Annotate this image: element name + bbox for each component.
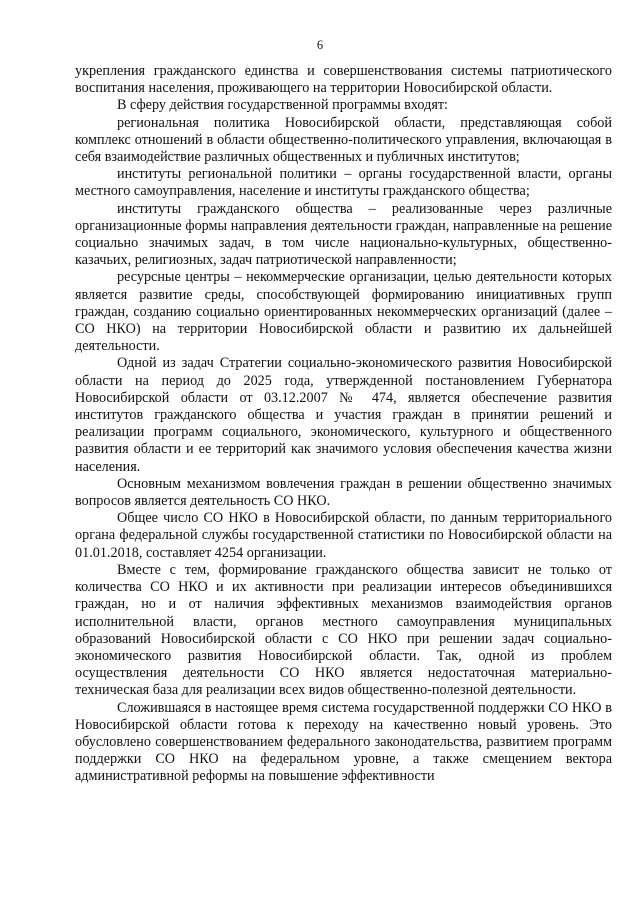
paragraph: институты гражданского общества – реализованные через различные организационные формы направления деятельности граждан, направленные на решение социально значимых задач, в том числе национально-культурных, общественно-казачьих, религиозных, задач патриотической направленности;	[75, 200, 612, 269]
document-body	[75, 63, 612, 786]
paragraph: укрепления гражданского единства и совершенствования системы патриотического воспитания населения, проживающего на территории Новосибирской области.	[75, 63, 612, 97]
paragraph: Одной из задач Стратегии социально-экономического развития Новосибирской области на период до 2025 года, утвержденной постановлением Губернатора Новосибирской области от 03.12.2007 № 474, является обеспечение развития институтов гражданского общества и участия граждан в принятии решений и реализации программ социального, экономического, культурного и общественного развития области и ее территорий как значимого условия обеспечения качества жизни населения.	[75, 355, 612, 475]
paragraph: Основным механизмом вовлечения граждан в решении общественно значимых вопросов является деятельность СО НКО.	[75, 475, 612, 510]
page-number: 6	[316, 38, 324, 52]
paragraph: Общее число СО НКО в Новосибирской области, по данным территориального органа федеральной службы государственной статистики по Новосибирской области на 01.01.2018, составляет 4254 организации.	[75, 510, 612, 561]
paragraph: Вместе с тем, формирование гражданского общества зависит не только от количества СО НКО и их активности при реализации интересов объединившихся граждан, но и от наличия эффективных механизмов взаимодействия органов исполнительной власти, органов местного самоуправления муниципальных образований Новосибирской области с СО НКО при решении задач социально-экономического развития Новосибирской области. Так, одной из проблем осуществления деятельности СО НКО является недостаточная материально-техническая база для реализации всех видов общественно-полезной деятельности.	[75, 561, 612, 699]
paragraph: В сферу действия государственной программы входят:	[117, 97, 448, 114]
paragraph: институты региональной политики – органы государственной власти, органы местного самоуправления, население и институты гражданского общества;	[75, 166, 612, 200]
paragraph: региональная политика Новосибирской области, представляющая собой комплекс отношений в области общественно-политического управления, включающая в себя взаимодействие различных общественных и публичных институтов;	[75, 114, 612, 166]
paragraph: Сложившаяся в настоящее время система государственной поддержки СО НКО в Новосибирской области готова к переходу на качественно новый уровень. Это обусловлено совершенствованием федерального законодательства, развитием программ поддержки СО НКО на федеральном уровне, а также смещением вектора административной реформы на повышение эффективности	[75, 699, 612, 785]
paragraph: ресурсные центры – некоммерческие организации, целью деятельности которых является развитие среды, способствующей формированию инициативных групп граждан, созданию социально ориентированных некоммерческих организаций (далее – СО НКО) на территории Новосибирской области и развитию их дальнейшей деятельности.	[75, 269, 612, 355]
